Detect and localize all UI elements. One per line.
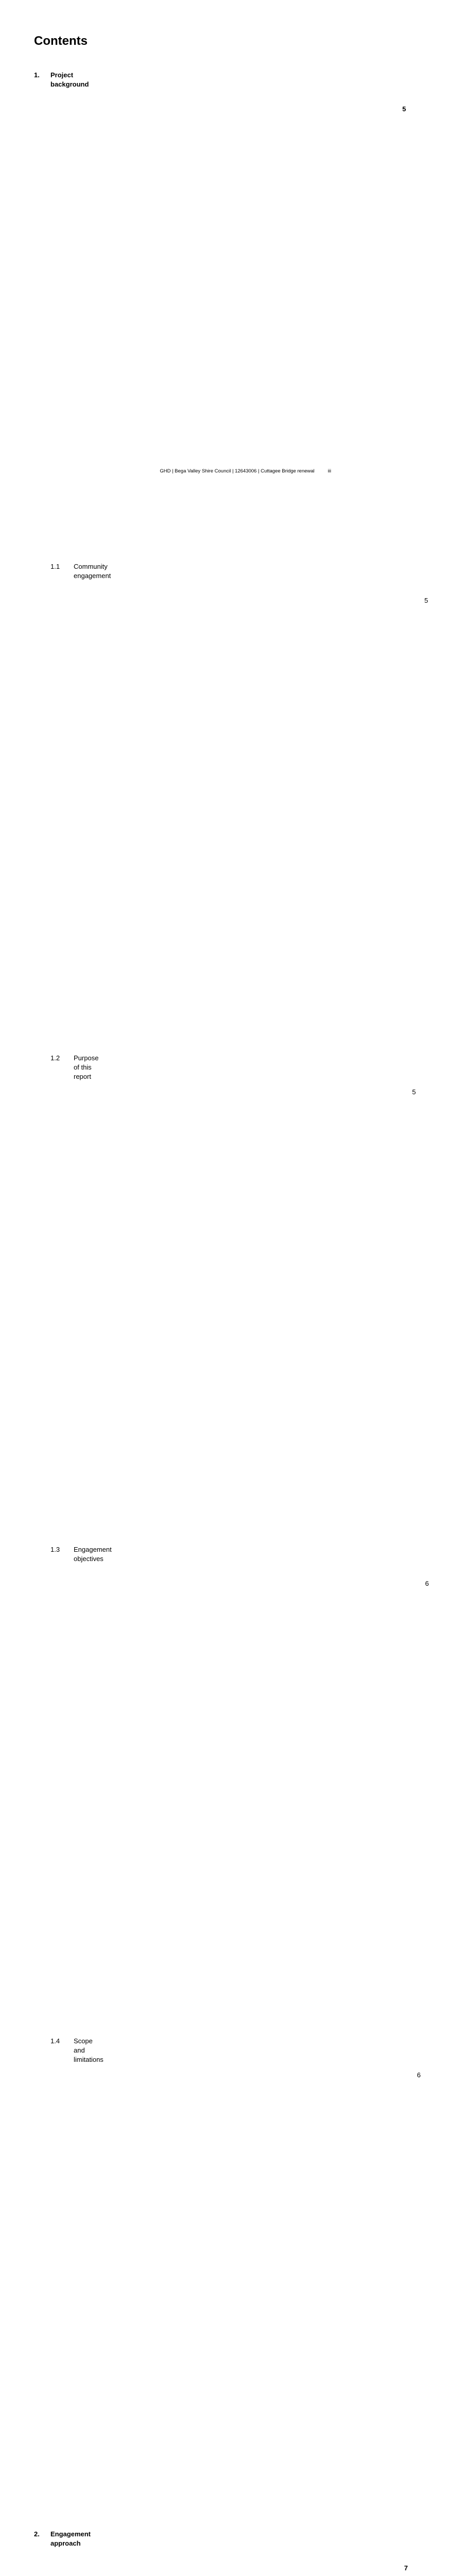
footer-document-info: GHD | Bega Valley Shire Council | 12643006 | Cuttagee Bridge renewal	[160, 468, 315, 474]
toc-entry-label: Purpose of this report	[74, 1054, 99, 1080]
toc-entry-page-number: 5	[100, 1054, 448, 1545]
toc-entry-number: 2.	[34, 2530, 40, 2538]
toc-entry[interactable]	[34, 1545, 429, 2037]
footer-page-number: iii	[328, 468, 331, 474]
toc-entry-page-number: 7	[93, 2530, 440, 2576]
toc-entry-page-number: 6	[106, 2037, 453, 2528]
toc-entry-label: Scope and limitations	[74, 2037, 104, 2063]
toc-entry[interactable]	[34, 71, 406, 562]
table-of-contents	[34, 71, 429, 2576]
page-title: Contents	[34, 34, 88, 48]
toc-entry[interactable]	[34, 562, 428, 1054]
toc-entry[interactable]	[34, 1054, 416, 1545]
toc-entry-number: 1.4	[50, 2037, 60, 2045]
toc-entry-label: Engagement approach	[50, 2530, 91, 2547]
toc-entry[interactable]	[34, 2530, 408, 2576]
toc-entry-page-number: 5	[91, 71, 438, 562]
toc-entry-number: 1.3	[50, 1546, 60, 1553]
toc-entry-label: Project background	[50, 71, 89, 88]
toc-entry-number: 1.	[34, 71, 40, 79]
toc-entry-label: Community engagement	[74, 563, 111, 580]
toc-entry-number: 1.1	[50, 563, 60, 570]
toc-entry-label: Engagement objectives	[74, 1546, 112, 1563]
toc-entry[interactable]	[34, 2037, 421, 2528]
toc-entry-page-number: 6	[114, 1545, 461, 2037]
toc-entry-page-number: 5	[113, 562, 460, 1054]
page-footer	[34, 468, 331, 474]
toc-entry-number: 1.2	[50, 1054, 60, 1062]
